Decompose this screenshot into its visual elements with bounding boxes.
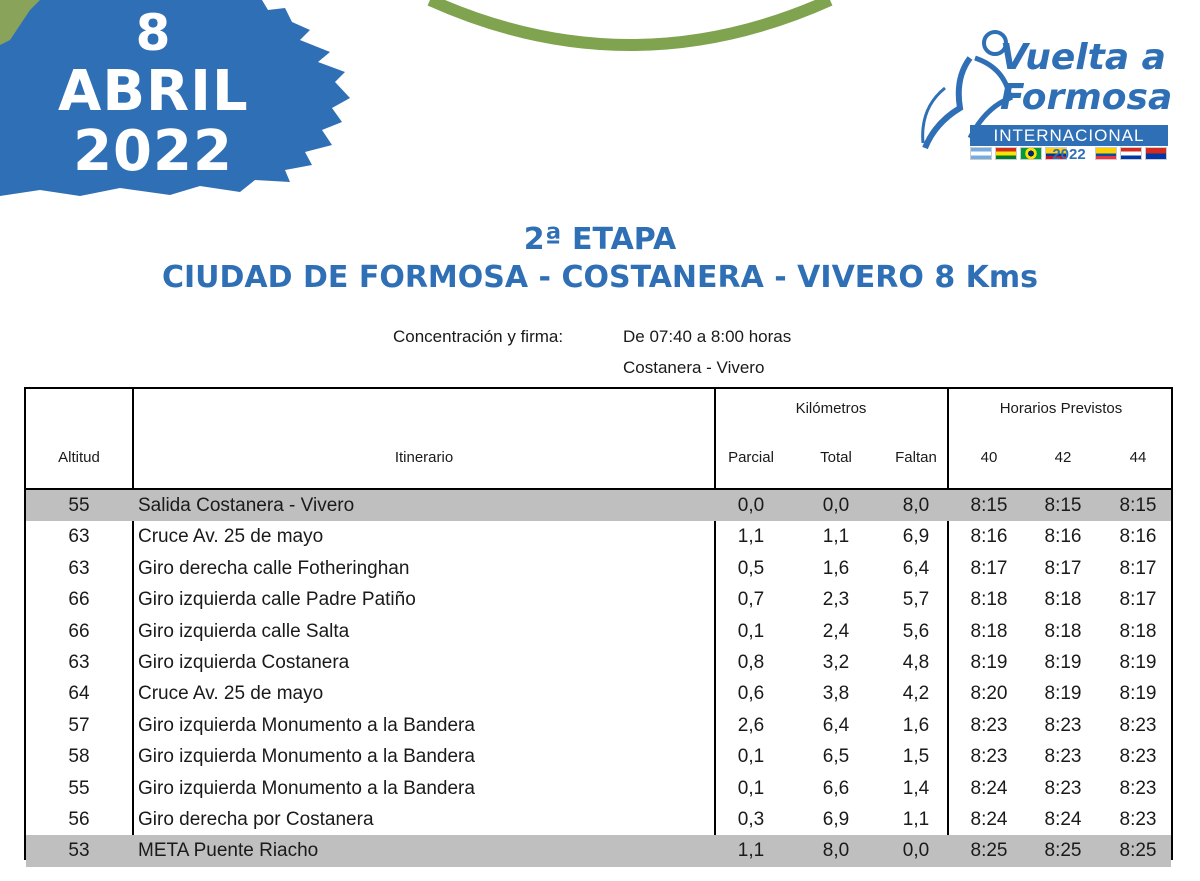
itinerario-cell: Giro izquierda calle Salta	[138, 620, 350, 642]
table-row	[26, 647, 1171, 678]
table-row	[26, 835, 1171, 866]
stage-route: CIUDAD DE FORMOSA - COSTANERA - VIVERO 8 Kms	[161, 260, 1039, 295]
parcial-cell: 0,5	[737, 557, 765, 579]
horario-44-cell: 8:15	[1119, 495, 1157, 516]
altitud-cell: 56	[68, 809, 90, 830]
horario-40-cell: 8:19	[970, 652, 1008, 673]
faltan-cell: 1,5	[902, 746, 930, 768]
altitud-cell: 64	[68, 683, 90, 705]
parcial-cell: 0,3	[737, 809, 765, 830]
altitud-cell: 55	[68, 777, 90, 799]
faltan-cell: 6,4	[902, 557, 930, 579]
total-cell: 6,4	[822, 714, 850, 736]
faltan-cell: 6,9	[902, 526, 930, 548]
horario-40-cell: 8:24	[970, 777, 1008, 799]
horario-44-cell: 8:17	[1119, 589, 1157, 611]
date-splash	[0, 0, 350, 200]
parcial-cell: 0,6	[737, 683, 765, 705]
parcial-cell: 0,1	[737, 620, 765, 642]
faltan-cell: 4,2	[902, 683, 930, 705]
table-row	[26, 616, 1171, 647]
itinerary-table	[24, 387, 1173, 860]
flag-icon	[1120, 147, 1142, 160]
header-total: Total	[820, 449, 852, 466]
parcial-cell: 1,1	[737, 840, 765, 862]
altitud-cell: 66	[68, 589, 90, 611]
parcial-cell: 0,7	[737, 589, 765, 611]
table-row	[26, 521, 1171, 552]
total-cell: 1,1	[822, 526, 850, 548]
header-itinerario: Itinerario	[394, 449, 454, 466]
flag-icon	[970, 147, 992, 160]
horario-40-cell: 8:23	[970, 746, 1008, 768]
faltan-cell: 4,8	[902, 652, 930, 673]
altitud-cell: 66	[68, 620, 90, 642]
horario-42-cell: 8:24	[1044, 809, 1082, 830]
total-cell: 2,3	[822, 589, 850, 611]
concentration-label: Concentración y firma:	[393, 327, 564, 346]
horario-42-cell: 8:19	[1044, 683, 1082, 705]
horario-40-cell: 8:15	[970, 495, 1008, 516]
stage-title: 2ª ETAPA	[523, 222, 677, 257]
faltan-cell: 1,6	[902, 714, 930, 736]
table-row	[26, 490, 1171, 521]
itinerario-cell: Giro derecha calle Fotheringhan	[138, 557, 410, 579]
header-horarios: Horarios Previstos	[999, 400, 1123, 417]
itinerario-cell: Giro izquierda Monumento a la Bandera	[138, 746, 475, 768]
table-row	[26, 773, 1171, 804]
flag-icon	[1145, 147, 1167, 160]
itinerario-cell: Giro izquierda calle Padre Patiño	[138, 589, 416, 611]
horario-44-cell: 8:25	[1119, 840, 1157, 862]
concentration-time: De 07:40 a 8:00 horas	[623, 327, 792, 346]
horario-40-cell: 8:20	[970, 683, 1008, 705]
green-arc-decoration	[400, 0, 860, 60]
itinerario-cell: Giro izquierda Monumento a la Bandera	[138, 777, 475, 799]
faltan-cell: 0,0	[902, 840, 930, 862]
parcial-cell: 0,1	[737, 777, 765, 799]
horario-40-cell: 8:18	[970, 589, 1008, 611]
header-kilometros: Kilómetros	[795, 400, 867, 417]
parcial-cell: 0,0	[737, 495, 765, 516]
itinerario-cell: Giro izquierda Monumento a la Bandera	[138, 714, 475, 736]
logo-title: Vuelta a Formosa	[1000, 37, 1173, 118]
total-cell: 1,6	[822, 557, 850, 579]
horario-42-cell: 8:25	[1044, 840, 1082, 862]
flag-icon	[1020, 147, 1042, 160]
faltan-cell: 5,6	[902, 620, 930, 642]
horario-44-cell: 8:23	[1119, 777, 1157, 799]
horario-44-cell: 8:16	[1119, 526, 1157, 548]
header-parcial: Parcial	[728, 449, 774, 466]
altitud-cell: 63	[68, 526, 90, 548]
altitud-cell: 63	[68, 557, 90, 579]
itinerario-cell: Salida Costanera - Vivero	[138, 495, 355, 516]
table-row	[26, 553, 1171, 584]
horario-44-cell: 8:23	[1119, 714, 1157, 736]
total-cell: 6,6	[822, 777, 850, 799]
itinerario-cell: Giro derecha por Costanera	[138, 809, 374, 830]
table-row	[26, 741, 1171, 772]
altitud-cell: 53	[68, 840, 90, 862]
concentration-place: Costanera - Vivero	[623, 358, 765, 377]
table-row	[26, 710, 1171, 741]
table-row	[26, 678, 1171, 709]
total-cell: 8,0	[822, 840, 850, 862]
altitud-cell: 57	[68, 714, 90, 736]
parcial-cell: 0,1	[737, 746, 765, 768]
itinerario-cell: Giro izquierda Costanera	[138, 652, 350, 673]
date-year: 2022	[73, 119, 233, 184]
altitud-cell: 63	[68, 652, 90, 673]
horario-40-cell: 8:16	[970, 526, 1008, 548]
horario-44-cell: 8:17	[1119, 557, 1157, 579]
horario-42-cell: 8:15	[1044, 495, 1082, 516]
date-month: ABRIL	[58, 59, 249, 124]
parcial-cell: 0,8	[737, 652, 765, 673]
horario-44-cell: 8:18	[1119, 620, 1157, 642]
horario-44-cell: 8:19	[1119, 683, 1157, 705]
horario-40-cell: 8:24	[970, 809, 1008, 830]
horario-42-cell: 8:18	[1044, 620, 1082, 642]
altitud-cell: 58	[68, 746, 90, 768]
faltan-cell: 8,0	[902, 495, 930, 516]
horario-42-cell: 8:16	[1044, 526, 1082, 548]
altitud-cell: 55	[68, 495, 90, 516]
flag-icon	[1095, 147, 1117, 160]
faltan-cell: 1,4	[902, 777, 930, 799]
horario-40-cell: 8:25	[970, 840, 1008, 862]
header-altitud: Altitud	[58, 449, 100, 466]
horario-44-cell: 8:23	[1119, 746, 1157, 768]
table-row	[26, 584, 1171, 615]
total-cell: 6,9	[822, 809, 850, 830]
flag-icon	[995, 147, 1017, 160]
itinerario-cell: Cruce Av. 25 de mayo	[138, 683, 324, 705]
total-cell: 6,5	[822, 746, 850, 768]
horario-42-cell: 8:23	[1044, 746, 1082, 768]
faltan-cell: 5,7	[902, 589, 930, 611]
horario-42-cell: 8:23	[1044, 714, 1082, 736]
total-cell: 0,0	[822, 495, 850, 516]
horario-40-cell: 8:17	[970, 557, 1008, 579]
parcial-cell: 1,1	[737, 526, 765, 548]
horario-42-cell: 8:18	[1044, 589, 1082, 611]
parcial-cell: 2,6	[737, 714, 765, 736]
logo-year: 2022	[1052, 146, 1086, 163]
date-day: 8	[135, 4, 171, 62]
total-cell: 3,8	[822, 683, 850, 705]
horario-42-cell: 8:17	[1044, 557, 1082, 579]
itinerario-cell: META Puente Riacho	[138, 840, 319, 862]
logo-band: INTERNACIONAL	[970, 125, 1168, 146]
flags-right	[1095, 147, 1167, 161]
total-cell: 2,4	[822, 620, 850, 642]
horario-42-cell: 8:23	[1044, 777, 1082, 799]
horario-42-cell: 8:19	[1044, 652, 1082, 673]
header-h44: 44	[1129, 449, 1147, 466]
horario-40-cell: 8:23	[970, 714, 1008, 736]
horario-44-cell: 8:19	[1119, 652, 1157, 673]
header-faltan: Faltan	[895, 449, 937, 466]
horario-40-cell: 8:18	[970, 620, 1008, 642]
table-row	[26, 804, 1171, 835]
horario-44-cell: 8:23	[1119, 809, 1157, 830]
header-h40: 40	[980, 449, 998, 466]
faltan-cell: 1,1	[902, 809, 930, 830]
itinerario-cell: Cruce Av. 25 de mayo	[138, 526, 324, 548]
total-cell: 3,2	[822, 652, 850, 673]
header-h42: 42	[1054, 449, 1072, 466]
